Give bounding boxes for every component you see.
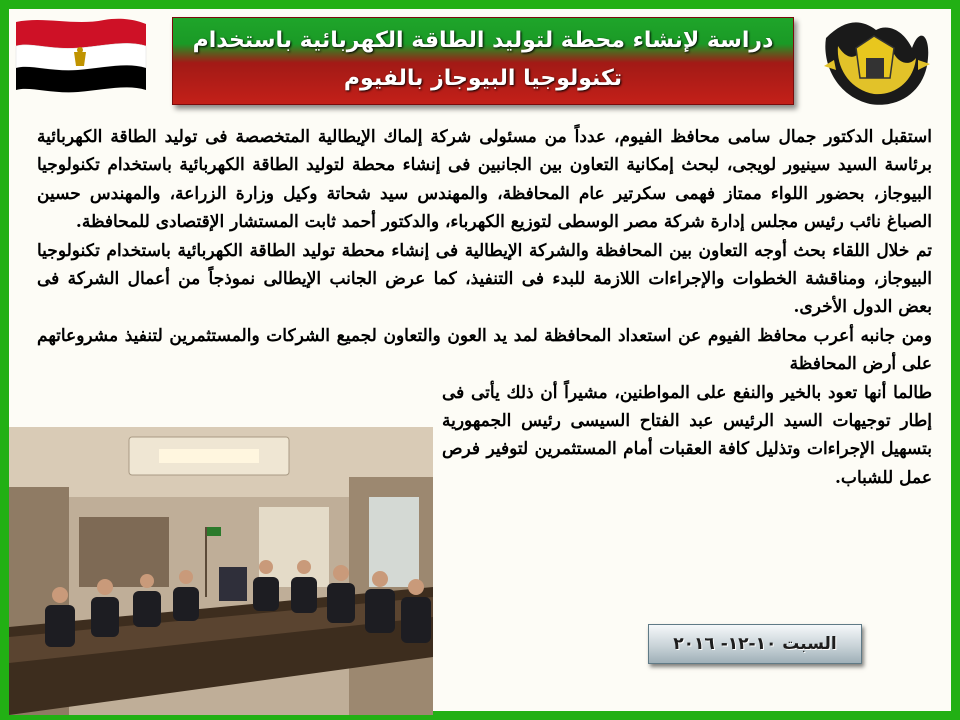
article-paragraph-2: تم خلال اللقاء بحث أوجه التعاون بين المحافظة والشركة الإيطالية فى إنشاء محطة توليد الطاقة الكهربائية باستخدام تكنولوجيا البيوجاز، ومناقشة الخطوات والإجراءات اللازمة للبدء فى التنفيذ، كما عرض الجانب الإيطالى نموذجاً من أعمال الشركة فى بعض الدول الأخرى. bbox=[37, 240, 932, 318]
date-text: السبت ١٠-١٢- ٢٠١٦ bbox=[673, 634, 837, 654]
article-paragraph-3: ومن جانبه أعرب محافظ الفيوم عن استعداد المحافظة لمد يد العون والتعاون لجميع الشركات والمستثمرين لتنفيذ مشروعاتهم على أرض المحافظة bbox=[37, 325, 932, 375]
date-badge bbox=[648, 624, 862, 664]
article-paragraph-1: استقبل الدكتور جمال سامى محافظ الفيوم، عدداً من مسئولى شركة إلماك الإيطالية المتخصصة فى توليد الطاقة الكهربائية برئاسة السيد سينيور لويجى، لبحث إمكانية التعاون بين الجانبين فى إنشاء محطة لتوليد الطاقة الكهربائية باستخدام تكنولوجيا البيوجاز، بحضور اللواء ممتاز فهمى سكرتير عام المحافظة، والمهندس سيد شحاتة وكيل وزارة الزراعة، والمهندس حسين الصباغ نائب رئيس مجلس إدارة شركة مصر الوسطى لتوزيع الكهرباء، والدكتور أحمد ثابت المستشار الإقتصادى للمحافظة. bbox=[37, 127, 932, 233]
egypt-flag-icon bbox=[14, 16, 148, 94]
title-line-2: تكنولوجيا البيوجاز بالفيوم bbox=[343, 66, 623, 91]
governorate-logo-icon bbox=[816, 8, 936, 114]
meeting-photo bbox=[9, 427, 433, 715]
article-paragraph-4: طالما أنها تعود بالخير والنفع على المواطنين، مشيراً أن ذلك يأتى فى إطار توجيهات السيد الرئيس عبد الفتاح السيسى رئيس الجمهورية بتسهيل الإجراءات وتذليل كافة العقبات أمام المستثمرين لتوفير فرص عمل للشباب. bbox=[442, 382, 932, 488]
title-line-1: دراسة لإنشاء محطة لتوليد الطاقة الكهربائية باستخدام bbox=[192, 28, 774, 53]
title-banner bbox=[172, 17, 794, 105]
